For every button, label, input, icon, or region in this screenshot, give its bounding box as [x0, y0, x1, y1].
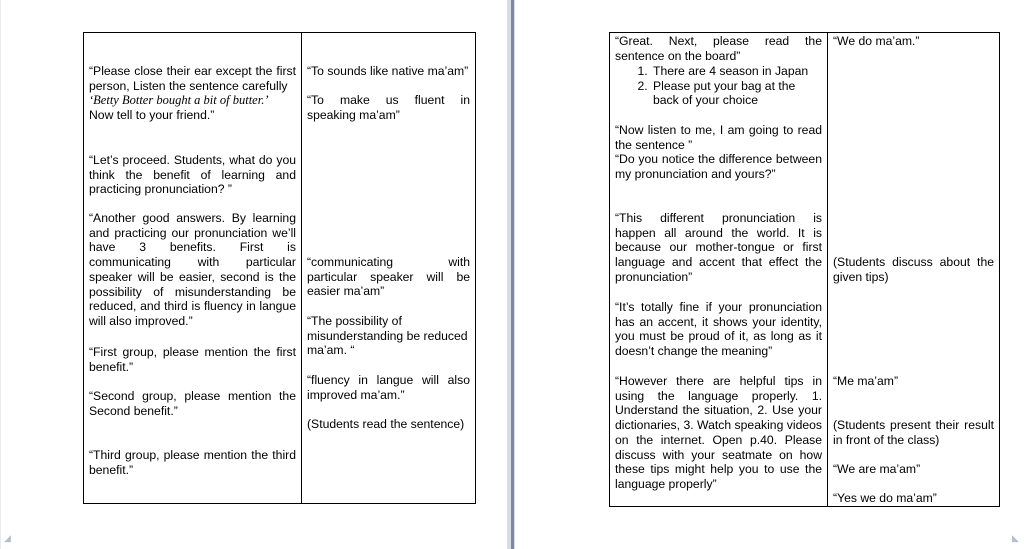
student-line: “To sounds like native ma’am” — [307, 64, 469, 78]
right-dialogue-table — [609, 32, 1000, 507]
page-corner-mark-left: ◢ — [4, 533, 11, 544]
right-student-column — [828, 33, 1000, 507]
teacher-line: “Now listen to me, I am going to read the sentence ” — [615, 123, 822, 152]
student-line: “The possibility of misunderstanding be reduced ma’am. “ — [307, 314, 468, 358]
teacher-line: “First group, please mention the first benefit.” — [89, 345, 296, 374]
left-page-edge — [0, 0, 1, 549]
left-student-column — [302, 33, 476, 504]
left-teacher-column — [84, 33, 302, 504]
teacher-line: “Second group, please mention the Second benefit.” — [89, 389, 296, 418]
student-line: (Students discuss about the given tips) — [833, 255, 994, 284]
student-line: “To make us fluent in speaking ma’am” — [307, 93, 470, 122]
page-corner-mark-right: ◣ — [1012, 533, 1019, 544]
student-line: “We do ma’am.” — [833, 34, 920, 48]
student-line: “communicating with particular speaker will be easier ma’am” — [307, 255, 470, 299]
student-line: “fluency in langue will also improved ma’am.” — [307, 373, 470, 402]
list-item: 1. There are 4 season in Japan — [651, 64, 822, 79]
list-item: 2. Please put your bag at the back of your choice — [651, 79, 822, 108]
teacher-line: “Another good answers. By learning and practicing our pronunciation we’ll have 3 benefits. First is communicating with particular speaker will be easier, second is the possibility of misunderstanding be reduced, and third is fluency in langue will also improved.” — [89, 211, 296, 328]
page-divider-line — [511, 0, 514, 549]
board-sentence-list — [615, 64, 822, 108]
student-line: “Me ma’am” — [833, 374, 899, 388]
teacher-line: “Please close their ear except the first person, Listen the sentence carefully ‘Betty Botter bought a bit of butter.’ Now tell to your friend.” — [89, 64, 296, 123]
teacher-line: “However there are helpful tips in using the language properly. 1. Understand the situation, 2. Use your dictionaries, 3. Watch speaking videos on the internet. Open p.40. Please discuss with your seatmate on how these tips might help you to use the language properly” — [615, 374, 822, 491]
left-dialogue-table — [83, 32, 476, 504]
student-line: (Students read the sentence) — [307, 417, 465, 431]
teacher-line: “Let’s proceed. Students, what do you think the benefit of learning and practicing pronunciation? ” — [89, 153, 296, 197]
teacher-line: “It’s totally fine if your pronunciation has an accent, it shows your identity, you must be proud of it, as long as it doesn’t change the meaning” — [615, 300, 822, 359]
teacher-line: “Great. Next, please read the sentence on the board” — [615, 34, 822, 63]
student-line: “Yes we do ma’am” — [833, 491, 937, 505]
right-teacher-column — [610, 33, 828, 507]
teacher-line: “This different pronunciation is happen all around the world. It is because our mother-tongue or first language and accent that effect the pronunciation” — [615, 211, 822, 284]
student-line: (Students present their result in front of the class) — [833, 418, 994, 447]
student-line: “We are ma’am” — [833, 462, 921, 476]
teacher-line: “Do you notice the difference between my pronunciation and yours?” — [615, 152, 822, 181]
teacher-line: “Third group, please mention the third benefit.” — [89, 448, 296, 477]
